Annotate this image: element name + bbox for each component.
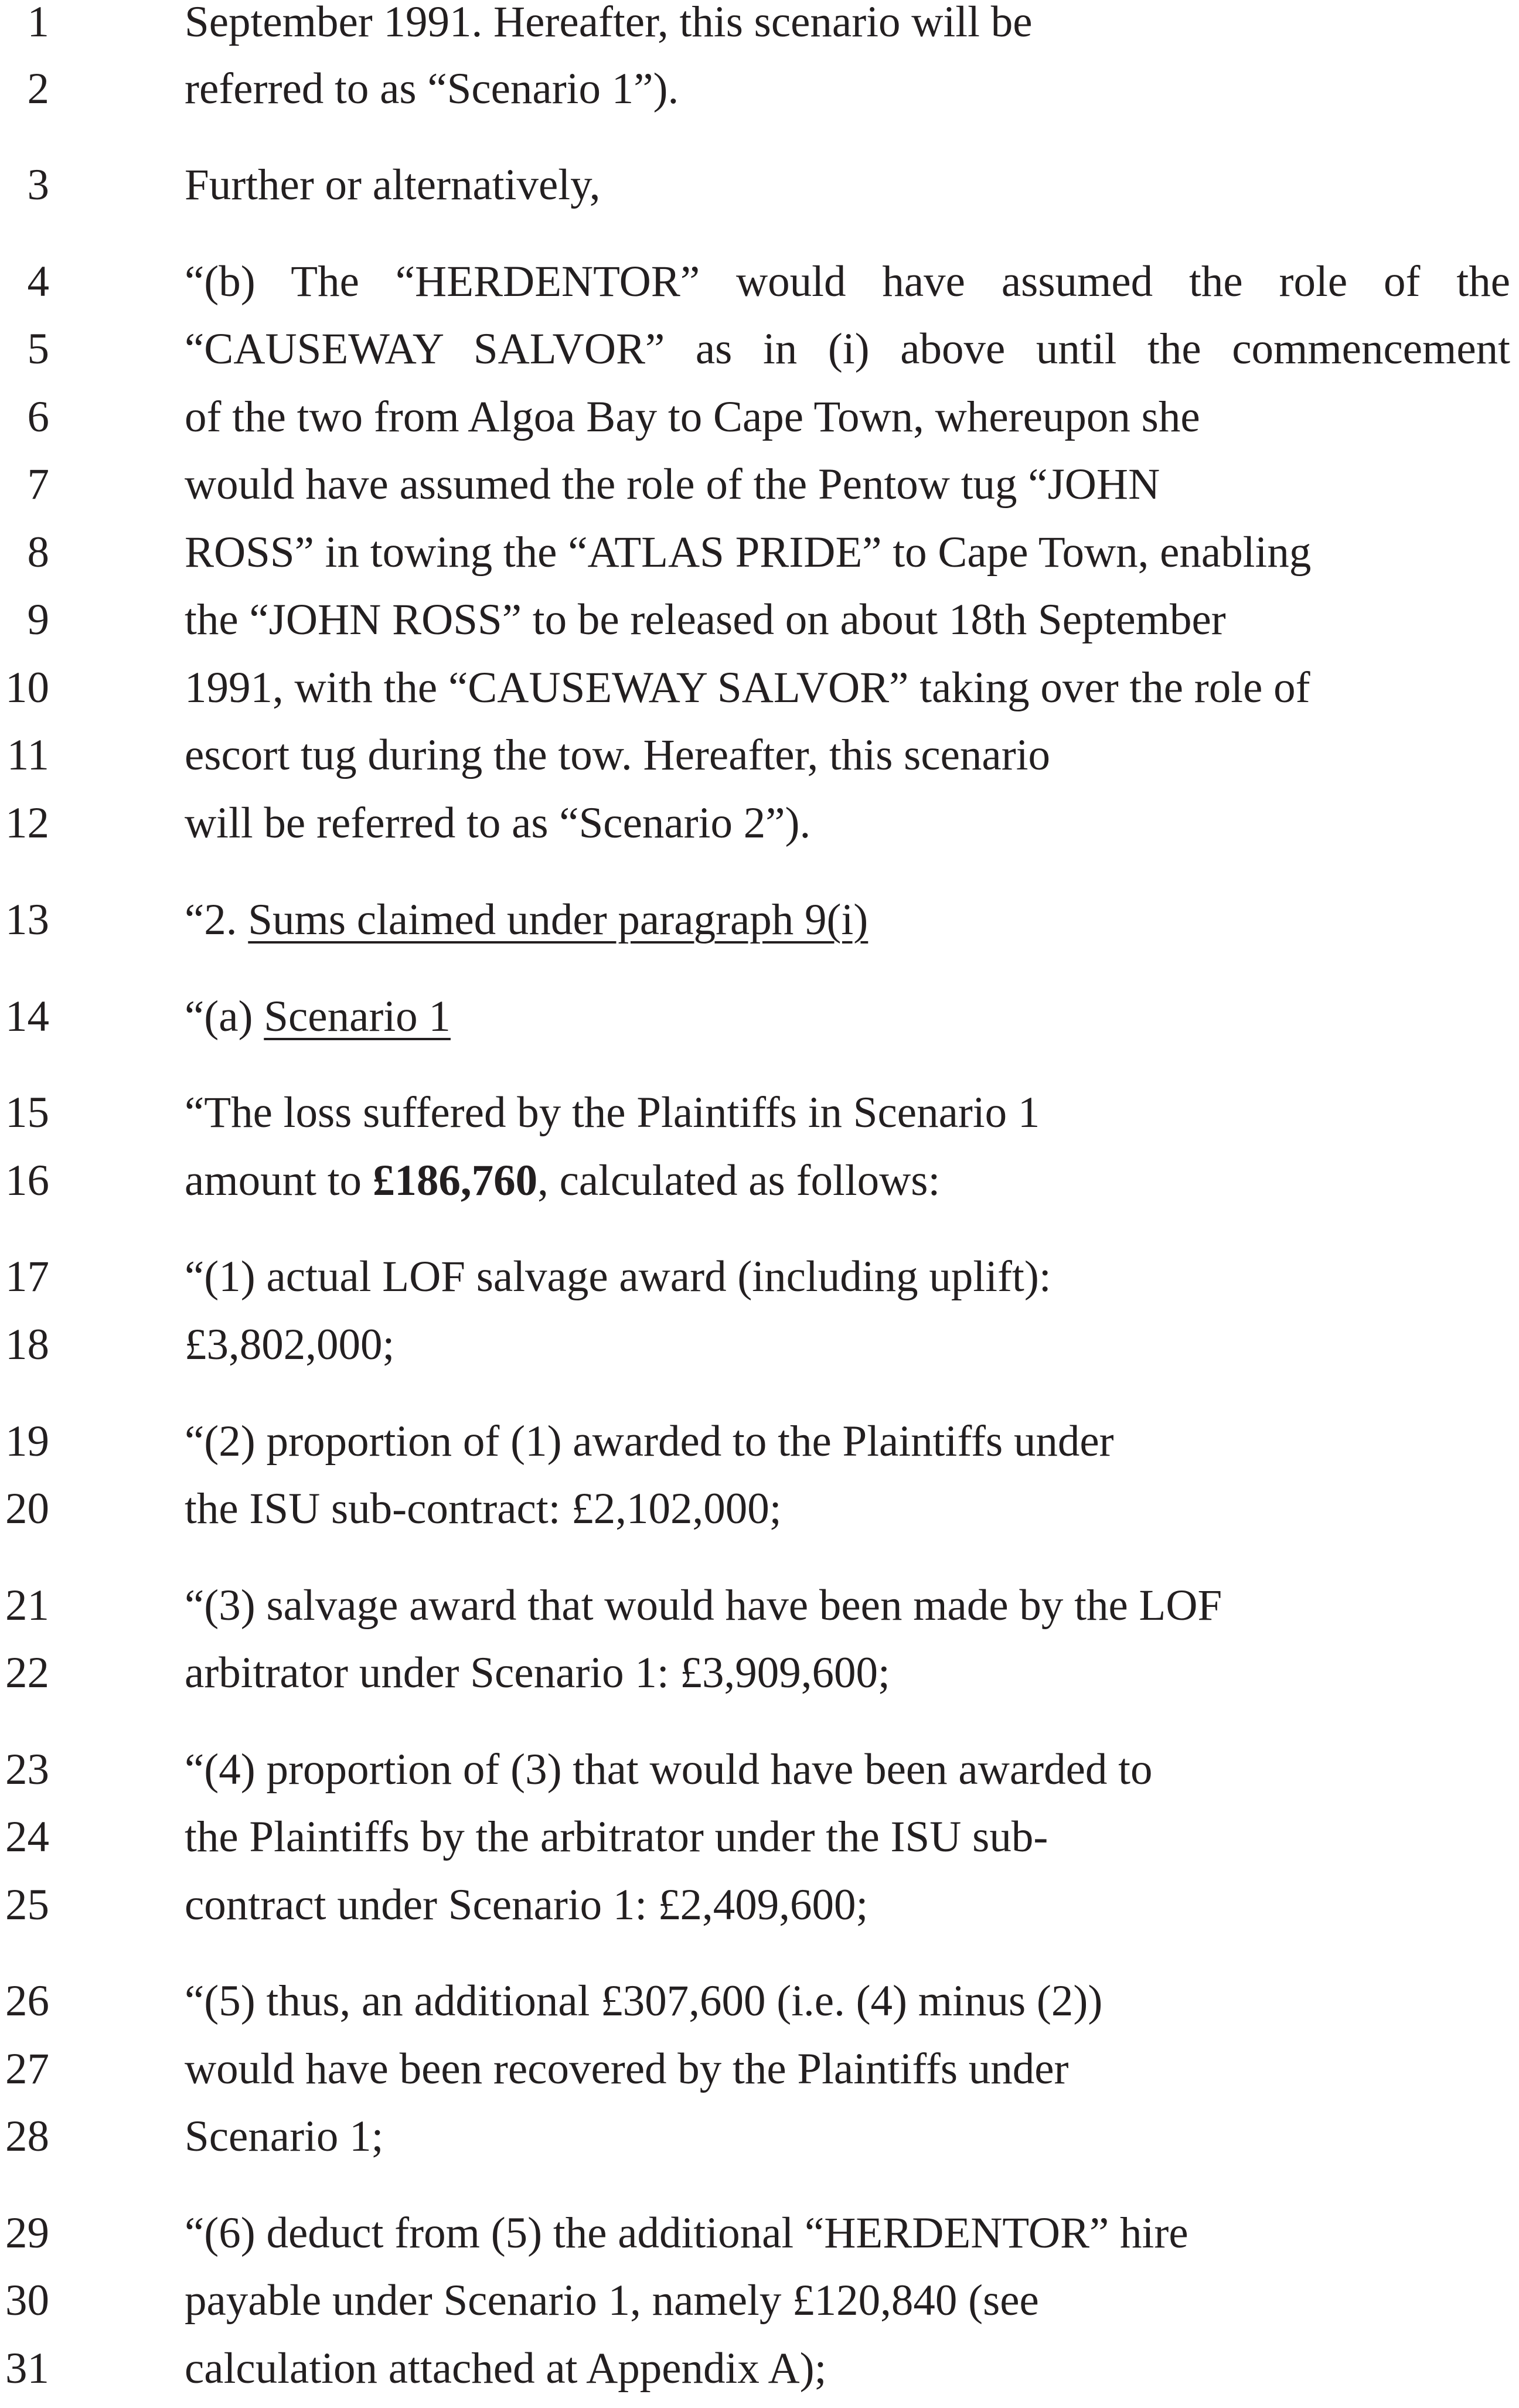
text-run: , calculated as follows: (537, 1156, 941, 1205)
line-text: the ISU sub-contract: £2,102,000; (185, 1484, 782, 1533)
loss-amount: £186,760 (372, 1156, 538, 1205)
line-number: 16 (5, 1156, 49, 1205)
document-line (0, 1967, 1519, 2035)
line-text: “(4) proportion of (3) that would have been awarded to (185, 1745, 1153, 1794)
document-line (0, 1475, 1519, 1542)
line-number: 24 (5, 1813, 49, 1861)
line-text: contract under Scenario 1: £2,409,600; (185, 1881, 869, 1929)
line-number: 22 (5, 1649, 49, 1697)
text-run: amount to (185, 1156, 373, 1205)
line-text: Further or alternatively, (185, 161, 601, 209)
line-text: would have assumed the role of the Pentow tug “JOHN (185, 460, 1160, 509)
document-line (0, 1408, 1519, 1475)
line-text: will be referred to as “Scenario 2”). (185, 799, 811, 847)
line-text (185, 983, 451, 1050)
document-line (0, 451, 1519, 518)
line-text: September 1991. Hereafter, this scenario will be (185, 0, 1033, 46)
line-text: ROSS” in towing the “ATLAS PRIDE” to Cape Town, enabling (185, 528, 1312, 577)
line-text: “(3) salvage award that would have been made by the LOF (185, 1581, 1222, 1630)
line-number: 21 (5, 1581, 49, 1630)
line-text: calculation attached at Appendix A); (185, 2344, 827, 2393)
document-line (0, 1147, 1519, 1214)
line-number: 20 (5, 1484, 49, 1533)
line-text: the Plaintiffs by the arbitrator under the ISU sub- (185, 1813, 1048, 1861)
document-line (0, 2335, 1519, 2402)
document-line (0, 315, 1519, 383)
line-number: 14 (5, 992, 49, 1041)
line-text: £3,802,000; (185, 1320, 395, 1369)
line-number: 30 (5, 2276, 49, 2325)
line-number: 1 (27, 0, 49, 46)
line-text: of the two from Algoa Bay to Cape Town, whereupon she (185, 393, 1200, 441)
line-text: Scenario 1; (185, 2112, 384, 2161)
line-number: 12 (5, 799, 49, 847)
line-text: escort tug during the tow. Hereafter, this scenario (185, 731, 1051, 779)
line-number: 5 (27, 325, 49, 373)
line-text: “(1) actual LOF salvage award (including uplift): (185, 1252, 1051, 1301)
line-number: 3 (27, 161, 49, 209)
document-line (0, 1639, 1519, 1707)
line-number: 29 (5, 2209, 49, 2257)
document-line (0, 2199, 1519, 2267)
line-number: 28 (5, 2112, 49, 2161)
line-number: 8 (27, 528, 49, 577)
section-prefix: “2. (185, 895, 248, 944)
document-line (0, 1079, 1519, 1146)
line-text: the “JOHN ROSS” to be released on about 18th September (185, 595, 1226, 644)
line-number: 25 (5, 1881, 49, 1929)
line-text: would have been recovered by the Plaintiffs under (185, 2045, 1069, 2093)
line-number: 6 (27, 393, 49, 441)
line-text: 1991, with the “CAUSEWAY SALVOR” taking over the role of (185, 663, 1310, 712)
line-text (185, 1147, 940, 1214)
line-text: referred to as “Scenario 1”). (185, 64, 679, 113)
line-text: “(b) The “HERDENTOR” would have assumed the role of the (185, 257, 1510, 306)
line-text: “(2) proportion of (1) awarded to the Plaintiffs under (185, 1417, 1114, 1466)
subsection-heading: Scenario 1 (264, 992, 451, 1041)
document-line (0, 983, 1519, 1050)
document-line (0, 789, 1519, 857)
document-line (0, 721, 1519, 789)
line-number: 9 (27, 595, 49, 644)
line-number: 13 (5, 895, 49, 944)
document-line (0, 1736, 1519, 1803)
document-line (0, 383, 1519, 451)
document-line (0, 248, 1519, 315)
document-line (0, 654, 1519, 721)
line-number: 31 (5, 2344, 49, 2393)
document-line (0, 1803, 1519, 1871)
line-text: arbitrator under Scenario 1: £3,909,600; (185, 1649, 890, 1697)
line-number: 23 (5, 1745, 49, 1794)
line-number: 18 (5, 1320, 49, 1369)
line-number: 11 (6, 731, 49, 779)
line-number: 26 (5, 1977, 49, 2025)
document-line (0, 1243, 1519, 1310)
line-text: “The loss suffered by the Plaintiffs in Scenario 1 (185, 1088, 1040, 1137)
line-number: 27 (5, 2045, 49, 2093)
line-number: 2 (27, 64, 49, 113)
document-line (0, 586, 1519, 653)
line-text (185, 886, 868, 953)
line-number: 4 (27, 257, 49, 306)
section-heading: Sums claimed under paragraph 9(i) (248, 895, 869, 944)
document-line (0, 519, 1519, 586)
document-line (0, 0, 1519, 56)
document-line (0, 55, 1519, 122)
line-text: payable under Scenario 1, namely £120,840 (see (185, 2276, 1039, 2325)
document-line (0, 151, 1519, 219)
line-text: “CAUSEWAY SALVOR” as in (i) above until the commencement (185, 325, 1510, 373)
document-line (0, 886, 1519, 953)
document-line (0, 1572, 1519, 1639)
line-text: “(6) deduct from (5) the additional “HERDENTOR” hire (185, 2209, 1188, 2257)
subsection-prefix: “(a) (185, 992, 264, 1041)
line-number: 17 (5, 1252, 49, 1301)
line-number: 15 (5, 1088, 49, 1137)
document-line (0, 1871, 1519, 1939)
document-line (0, 2267, 1519, 2334)
line-number: 10 (5, 663, 49, 712)
line-number: 19 (5, 1417, 49, 1466)
line-text: “(5) thus, an additional £307,600 (i.e. (4) minus (2)) (185, 1977, 1103, 2025)
document-line (0, 2103, 1519, 2170)
document-line (0, 2035, 1519, 2103)
line-number: 7 (27, 460, 49, 509)
document-line (0, 1311, 1519, 1378)
